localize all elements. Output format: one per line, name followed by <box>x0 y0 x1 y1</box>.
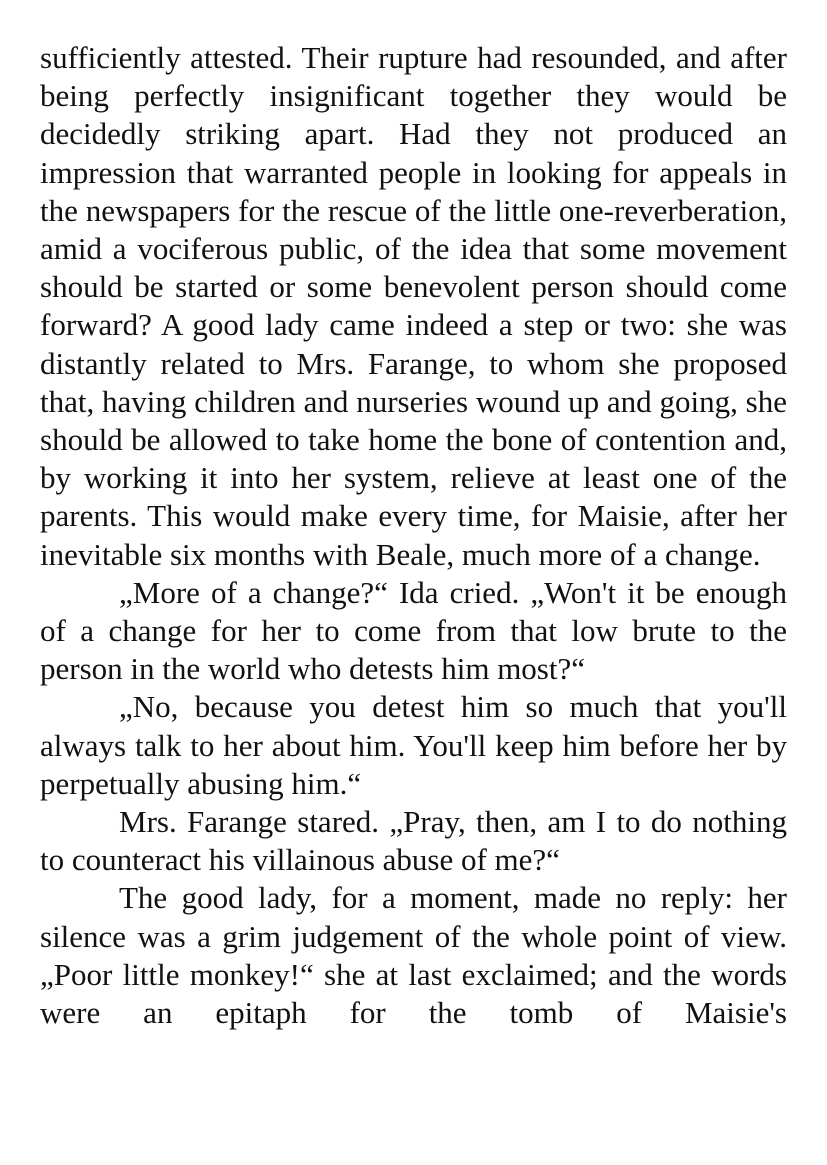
paragraph-4: Mrs. Farange stared. „Pray, then, am I to do nothing to counteract his villainous abuse of me?“ <box>40 804 787 878</box>
paragraph-1: sufficiently attested. Their rupture had resounded, and after being perfectly insignificant together they would be decidedly striking apart. Had they not produced an impression that warranted people in looking for appeals in the newspapers for the rescue of the little one-reverberation, amid a vociferous public, of the idea that some movement should be started or some benevolent person should come forward? A good lady came indeed a step or two: she was distantly related to Mrs. Farange, to whom she proposed that, having children and nurseries wound up and going, she should be allowed to take home the bone of contention and, by working it into her system, relieve at least one of the parents. This would make every time, for Maisie, after her inevitable six months with Beale, much more of a change. <box>40 40 787 572</box>
paragraph-3: „No, because you detest him so much that you'll always talk to her about him. You'll keep him before her by perpetually abusing him.“ <box>40 689 787 801</box>
paragraph-2: „More of a change?“ Ida cried. „Won't it be enough of a change for her to come from that low brute to the person in the world who detests him most?“ <box>40 574 787 687</box>
page-text <box>40 39 787 1032</box>
paragraph-5: The good lady, for a moment, made no reply: her silence was a grim judgement of the whole point of view. „Poor little monkey!“ she at last exclaimed; and the words were an epitaph for the tomb of Maisie's <box>40 880 787 1031</box>
